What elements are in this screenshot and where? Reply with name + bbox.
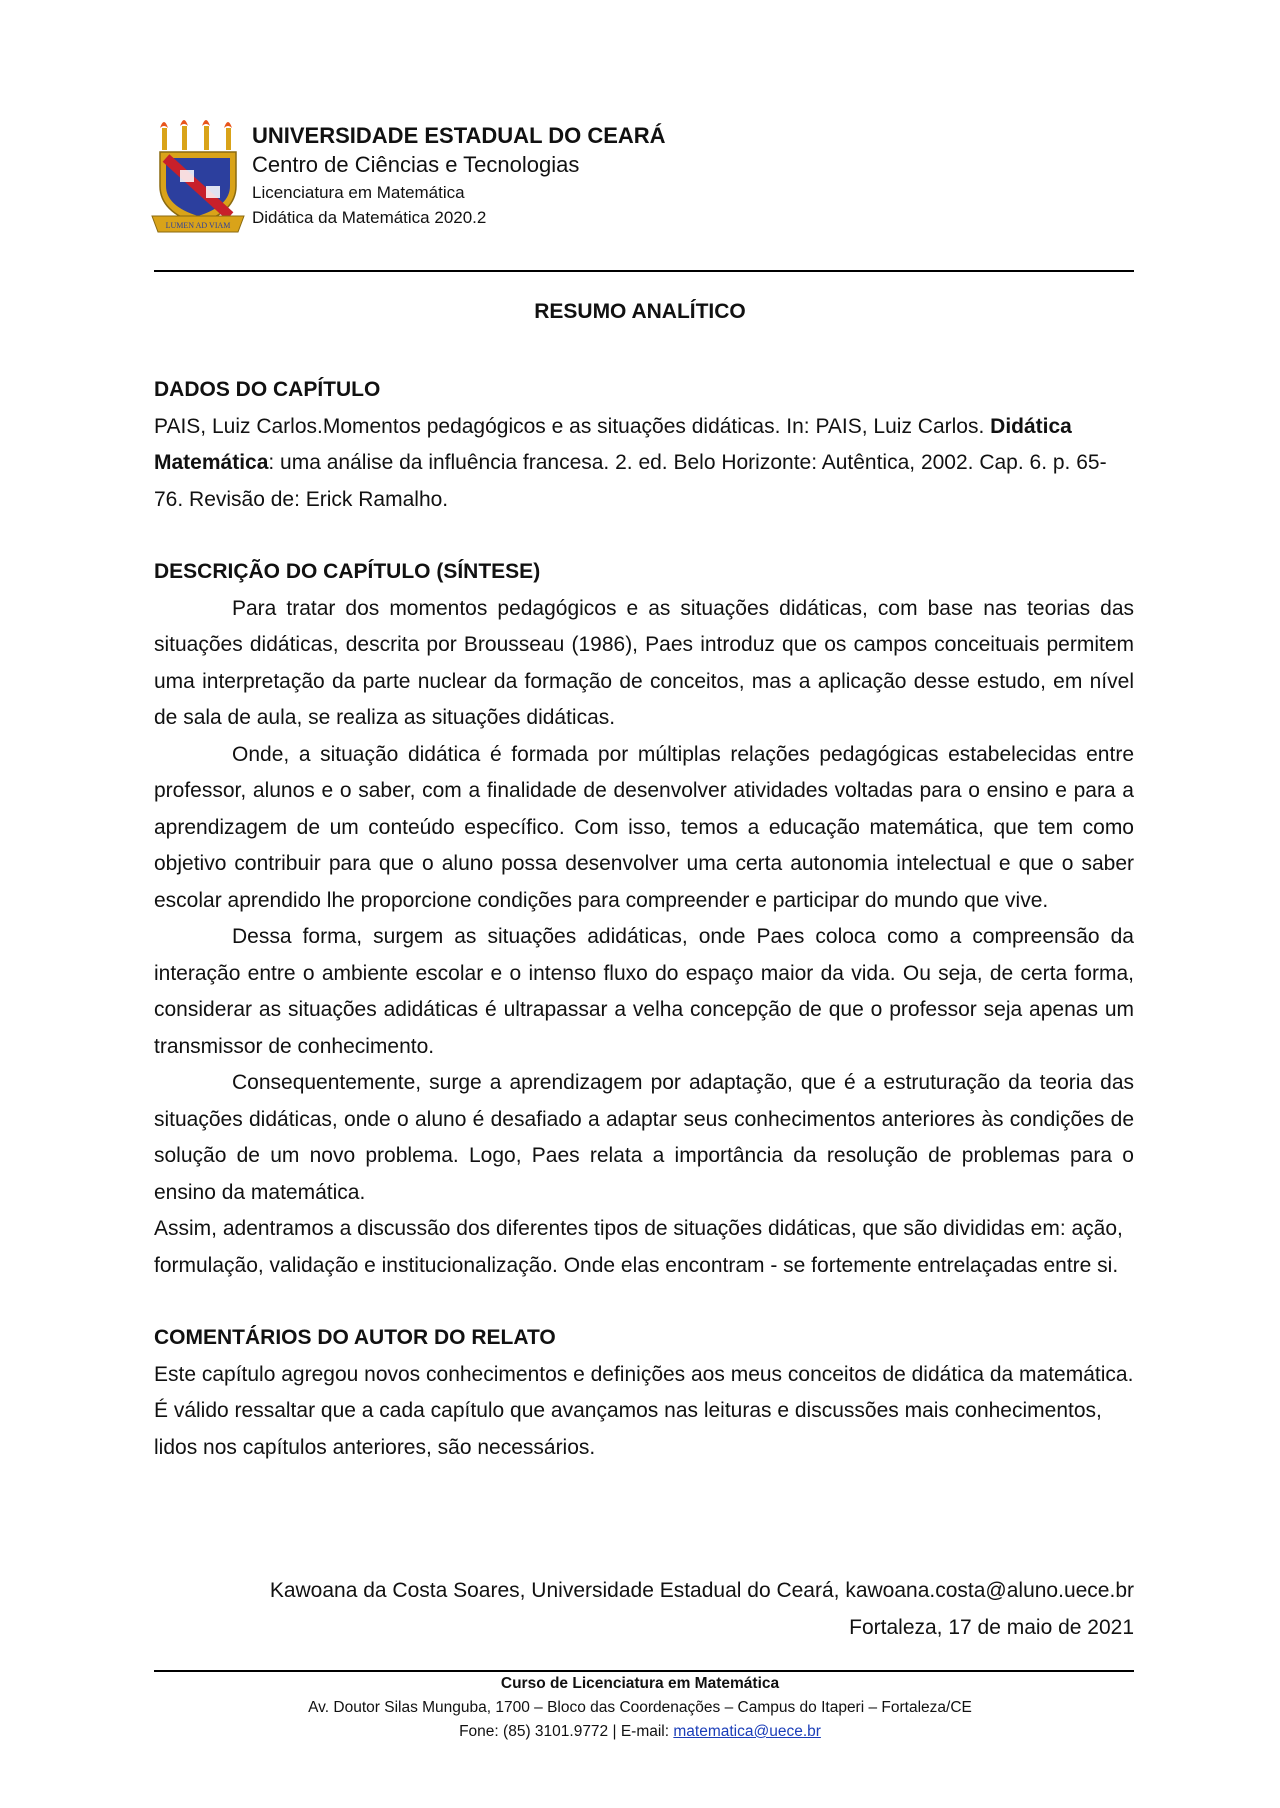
svg-text:LUMEN AD VIAM: LUMEN AD VIAM	[165, 221, 231, 230]
institution-name: UNIVERSIDADE ESTADUAL DO CEARÁ	[252, 123, 666, 148]
footer-email-link[interactable]: matematica@uece.br	[673, 1723, 821, 1740]
section-heading-comments: COMENTÁRIOS DO AUTOR DO RELATO	[154, 1326, 556, 1349]
description-paragraph: Dessa forma, surgem as situações adidáticas, onde Paes coloca como a compreensão da interação entre o ambiente escolar e o intenso fluxo do espaço maior da vida. Ou seja, de certa forma, considerar as situações adidáticas é ultrapassar a velha concepção de que o professor seja apenas um transmissor de conhecimento.	[154, 925, 1134, 1058]
description-paragraph: Para tratar dos momentos pedagógicos e as situações didáticas, com base nas teorias das situações didáticas, descrita por Brousseau (1986), Paes introduz que os campos conceituais permitem uma interpretação da parte nuclear da formação de conceitos, mas a aplicação desse estudo, em nível de sala de aula, se realiza as situações didáticas.	[154, 596, 1134, 729]
center-name: Centro de Ciências e Tecnologias	[252, 152, 580, 177]
description-paragraph: Assim, adentramos a discussão dos diferentes tipos de situações didáticas, que são divididas em: ação, formulação, validação e institucionalização. Onde elas encontram - se fortemente entrelaçadas entre si.	[154, 1217, 1123, 1277]
header-divider	[154, 270, 1134, 272]
university-crest-logo	[150, 116, 246, 240]
reference-book-title: Didática Matemática	[154, 414, 1072, 474]
course-name: Licenciatura em Matemática	[252, 183, 465, 202]
torch-right	[224, 122, 232, 150]
section-heading-chapter-data: DADOS DO CAPÍTULO	[154, 378, 381, 401]
torch-left	[160, 122, 168, 150]
footer-course: Curso de Licenciatura em Matemática	[500, 1675, 780, 1692]
description-paragraph: Onde, a situação didática é formada por múltiplas relações pedagógicas estabelecidas entre professor, alunos e o saber, com a finalidade de desenvolver atividades voltadas para o ensino e para a aprendizagem de um conteúdo específico. Com isso, temos a educação matemática, que tem como objetivo contribuir para que o aluno possa desenvolver uma certa autonomia intelectual e que o saber escolar aprendido lhe proporcione condições para compreender e participar do mundo que vive.	[154, 742, 1134, 912]
letterhead	[150, 116, 1130, 246]
torch-middle-right	[202, 120, 210, 150]
bibliographic-reference: PAIS, Luiz Carlos.Momentos pedagógicos e as situações didáticas. In: PAIS, Luiz Carlos. Didática Matemática: uma análise da influência francesa. 2. ed. Belo Horizonte: Autêntica, 2002. Cap. 6. p. 65-76. Revisão de: Erick Ramalho.	[154, 414, 1107, 511]
place-date-line: Fortaleza, 17 de maio de 2021	[849, 1616, 1134, 1639]
document-body	[154, 372, 1134, 1466]
footer-contact: Fone: (85) 3101.9772 | E-mail: matematica@uece.br	[459, 1723, 821, 1740]
torch-middle-left	[180, 120, 188, 150]
footer-address: Av. Doutor Silas Munguba, 1700 – Bloco das Coordenações – Campus do Itaperi – Fortaleza/CE	[308, 1699, 972, 1716]
description-paragraph: Consequentemente, surge a aprendizagem por adaptação, que é a estruturação da teoria das situações didáticas, onde o aluno é desafiado a adaptar seus conhecimentos anteriores às condições de solução de um novo problema. Logo, Paes relata a importância da resolução de problemas para o ensino da matemática.	[154, 1071, 1134, 1204]
author-line: Kawoana da Costa Soares, Universidade Estadual do Ceará, kawoana.costa@aluno.uece.br	[269, 1579, 1134, 1602]
document-title: RESUMO ANALÍTICO	[534, 300, 746, 323]
discipline-name: Didática da Matemática 2020.2	[252, 208, 487, 227]
comments-paragraph: Este capítulo agregou novos conhecimentos e definições aos meus conceitos de didática da matemática. É válido ressaltar que a cada capítulo que avançamos nas leituras e discussões mais conhecimentos, lidos nos capítulos anteriores, são necessários.	[154, 1362, 1134, 1459]
section-heading-description: DESCRIÇÃO DO CAPÍTULO (SÍNTESE)	[154, 560, 541, 583]
signature-block	[154, 1572, 1134, 1646]
page-footer	[0, 1672, 1280, 1744]
